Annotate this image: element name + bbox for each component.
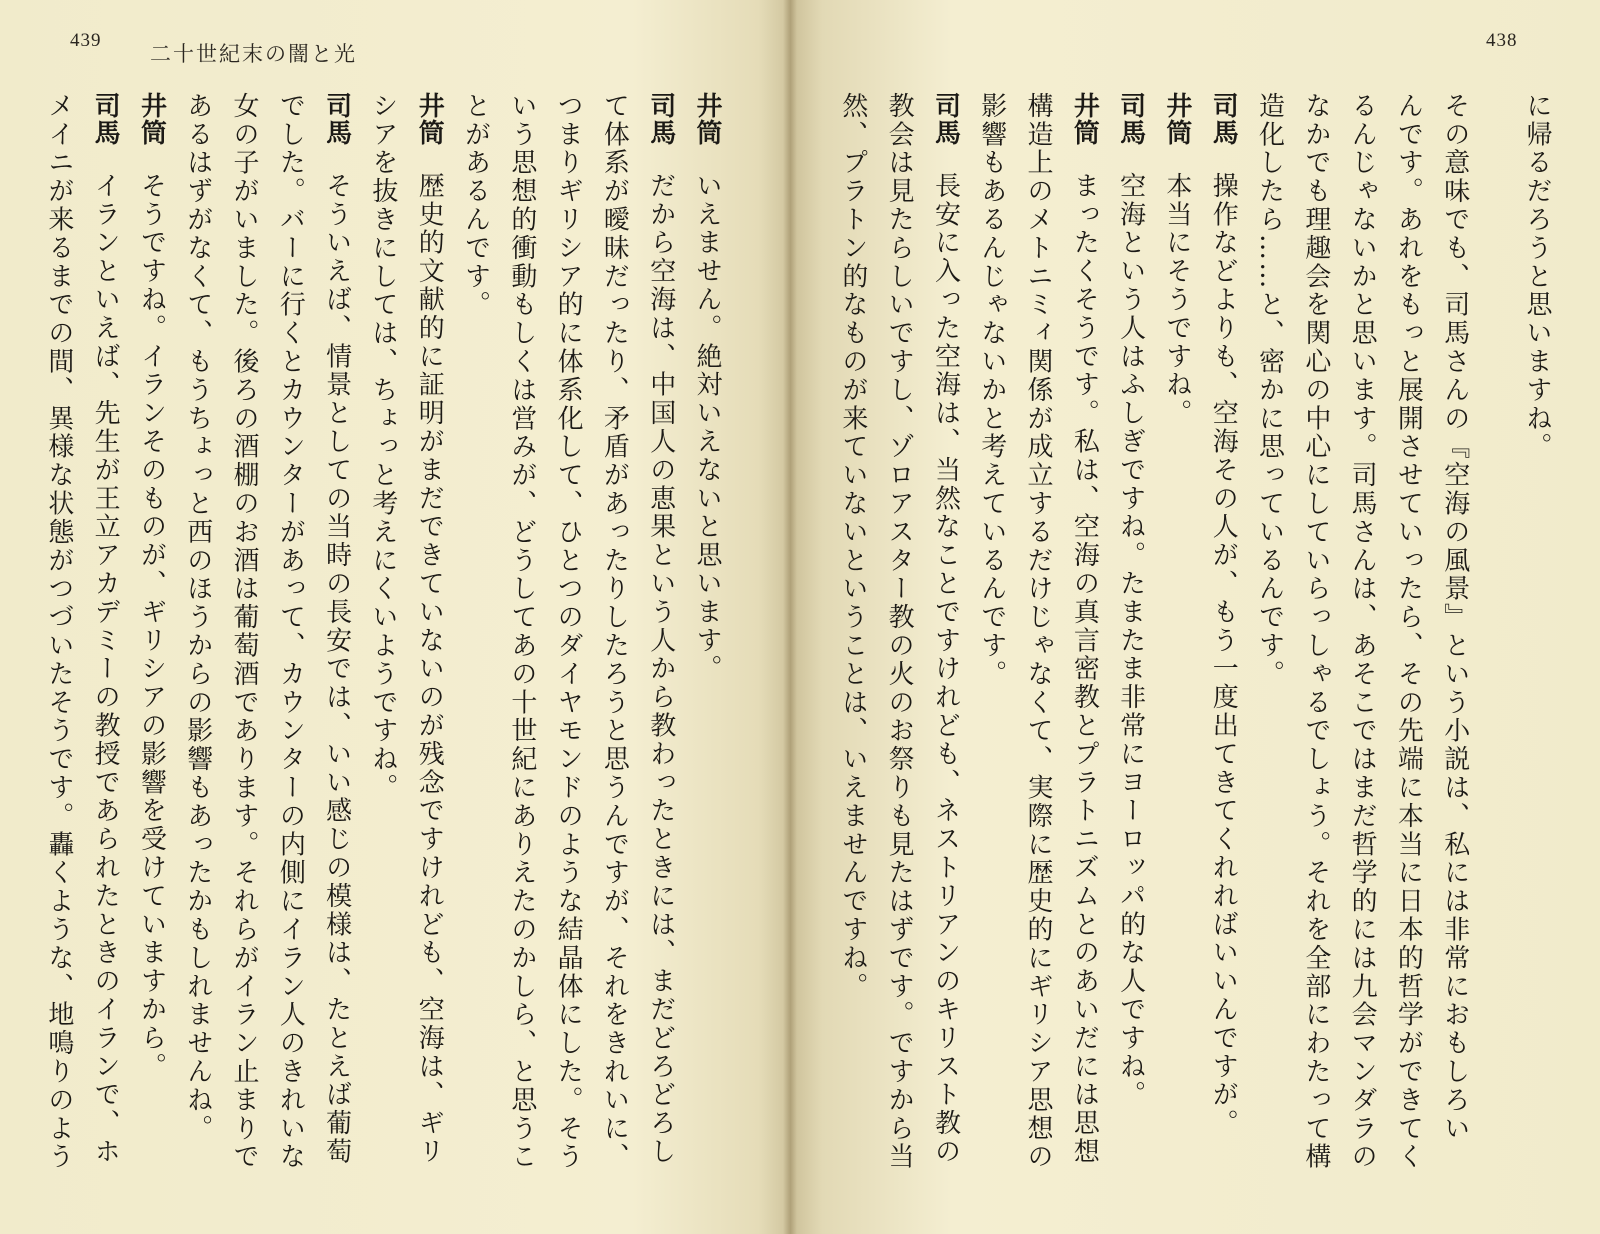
- speaker-label: 司馬: [90, 92, 121, 146]
- column-text: 操作などよりも、空海その人が、もう一度出てきてくれればいいんですが。: [1208, 172, 1239, 1138]
- column-text: に帰るだろうと思いますね。: [1522, 92, 1552, 462]
- text-column: [452, 92, 498, 1142]
- column-text: メイニが来るまでの間、異様な状態がつづいたそうです。轟くような、地鳴りのよう: [43, 92, 74, 1172]
- speaker-label: 井筒: [136, 92, 167, 146]
- column-text: でした。バーに行くとカウンターがあって、カウンターの内側にイラン人のきれいな: [275, 92, 306, 1172]
- column-text: 空海という人はふしぎですね。たまたま非常にヨーロッパ的な人ですね。: [1115, 172, 1146, 1110]
- column-text: 然、プラトン的なものが来ていないということは、いえませんですね。: [837, 92, 868, 1001]
- text-column: [360, 92, 406, 1142]
- column-text: 教会は見たらしいですし、ゾロアスター教の火のお祭りも見たはずです。ですから当: [884, 92, 915, 1172]
- text-column: [267, 92, 313, 1172]
- right-text-block: [837, 92, 1560, 1172]
- text-column: [1246, 92, 1292, 1142]
- column-text: だから空海は、中国人の恵果という人から教わったときには、まだどろどろし: [645, 172, 676, 1166]
- column-text: 長安に入った空海は、当然なことですけれども、ネストリアンのキリスト教の: [930, 172, 961, 1166]
- text-column: [545, 92, 591, 1172]
- text-column: [876, 92, 922, 1172]
- text-column: [830, 92, 876, 1142]
- column-text: シアを抜きにしては、ちょっと考えにくいようですね。: [367, 92, 398, 802]
- speaker-label: 司馬: [321, 92, 352, 146]
- column-text: 構造上のメトニミィ関係が成立するだけじゃなくて、実際に歴史的にギリシア思想の: [1023, 92, 1054, 1172]
- text-column: [221, 92, 267, 1172]
- text-column: [1200, 92, 1246, 1142]
- book-gutter: [783, 0, 797, 1234]
- page-number-right: 438: [1486, 30, 1518, 51]
- text-column: [1107, 92, 1153, 1142]
- column-text: いう思想的衝動もしくは営みが、どうしてあの十世紀にありえたのかしら、と思うこ: [506, 92, 537, 1172]
- text-column: [313, 92, 359, 1166]
- right-page: [790, 0, 1600, 1234]
- column-text: るんじゃないかと思います。司馬さんは、あそこではまだ哲学的には九会マンダラの: [1347, 92, 1378, 1172]
- text-column: [82, 92, 128, 1166]
- column-text: 本当にそうですね。: [1161, 172, 1192, 428]
- column-text: 歴史的文献的に証明がまだできていないのが残念ですけれども、空海は、ギリ: [414, 172, 445, 1166]
- column-text: んです。あれをもっと展開させていったら、その先端に本当に日本的哲学ができてく: [1393, 92, 1424, 1172]
- column-text: そうですね。イランそのものが、ギリシアの影響を受けていますから。: [136, 172, 167, 1081]
- left-page: [0, 0, 790, 1234]
- column-text: とがあるんです。: [460, 92, 491, 320]
- column-text: そういえば、情景としての当時の長安では、いい感じの模様は、たとえば葡萄: [321, 172, 352, 1166]
- speaker-label: 井筒: [1069, 92, 1100, 146]
- text-column: [128, 92, 174, 1142]
- text-column: [1514, 92, 1560, 1142]
- column-text: いえません。絶対いえないと思います。: [692, 172, 722, 684]
- text-column: [406, 92, 452, 1166]
- text-column: [922, 92, 968, 1166]
- column-text: つまりギリシア的に体系化して、ひとつのダイヤモンドのような結晶体にした。そう: [553, 92, 584, 1172]
- text-column: [968, 92, 1014, 1142]
- text-column: [174, 92, 220, 1142]
- speaker-label: 司馬: [1208, 92, 1239, 146]
- column-text: なかでも理趣会を関心の中心にしていらっしゃるでしょう。それを全部にわたって構: [1300, 92, 1331, 1172]
- column-text: その意味でも、司馬さんの『空海の風景』という小説は、私には非常におもしろい: [1439, 92, 1470, 1143]
- column-text: イランといえば、先生が王立アカデミーの教授であられたときのイランで、ホ: [90, 172, 121, 1166]
- text-column: [1431, 92, 1513, 1142]
- text-column: [1339, 92, 1385, 1172]
- speaker-label: 井筒: [414, 92, 445, 146]
- text-column: [637, 92, 683, 1166]
- column-text: 女の子がいました。後ろの酒棚のお酒は葡萄酒であります。それらがイラン止まりで: [229, 92, 260, 1172]
- speaker-label: 井筒: [1161, 92, 1192, 146]
- text-column: [1154, 92, 1200, 1142]
- speaker-label: 司馬: [645, 92, 676, 146]
- text-column: [36, 92, 82, 1172]
- column-text: まったくそうです。私は、空海の真言密教とプラトニズムとのあいだには思想: [1069, 172, 1100, 1166]
- text-column: [684, 92, 730, 1142]
- running-head: 二十世紀末の闇と光: [150, 42, 357, 66]
- column-text: あるはずがなくて、もうちょっと西のほうからの影響もあったかもしれませんね。: [182, 92, 213, 1143]
- column-text: 造化したら……と、密かに思っているんです。: [1254, 92, 1285, 689]
- speaker-label: 司馬: [1115, 92, 1146, 146]
- speaker-label: 井筒: [692, 92, 722, 146]
- text-column: [1061, 92, 1107, 1166]
- column-text: 影響もあるんじゃないかと考えているんです。: [976, 92, 1007, 689]
- speaker-label: 司馬: [930, 92, 961, 146]
- text-column: [1015, 92, 1061, 1172]
- left-text-block: [40, 92, 730, 1172]
- page-number-left: 439: [70, 30, 102, 51]
- text-column: [1385, 92, 1431, 1172]
- text-column: [591, 92, 637, 1172]
- column-text: て体系が曖昧だったり、矛盾があったりしたろうと思うんですが、それをきれいに、: [599, 92, 630, 1172]
- text-column: [1293, 92, 1339, 1172]
- text-column: [499, 92, 545, 1172]
